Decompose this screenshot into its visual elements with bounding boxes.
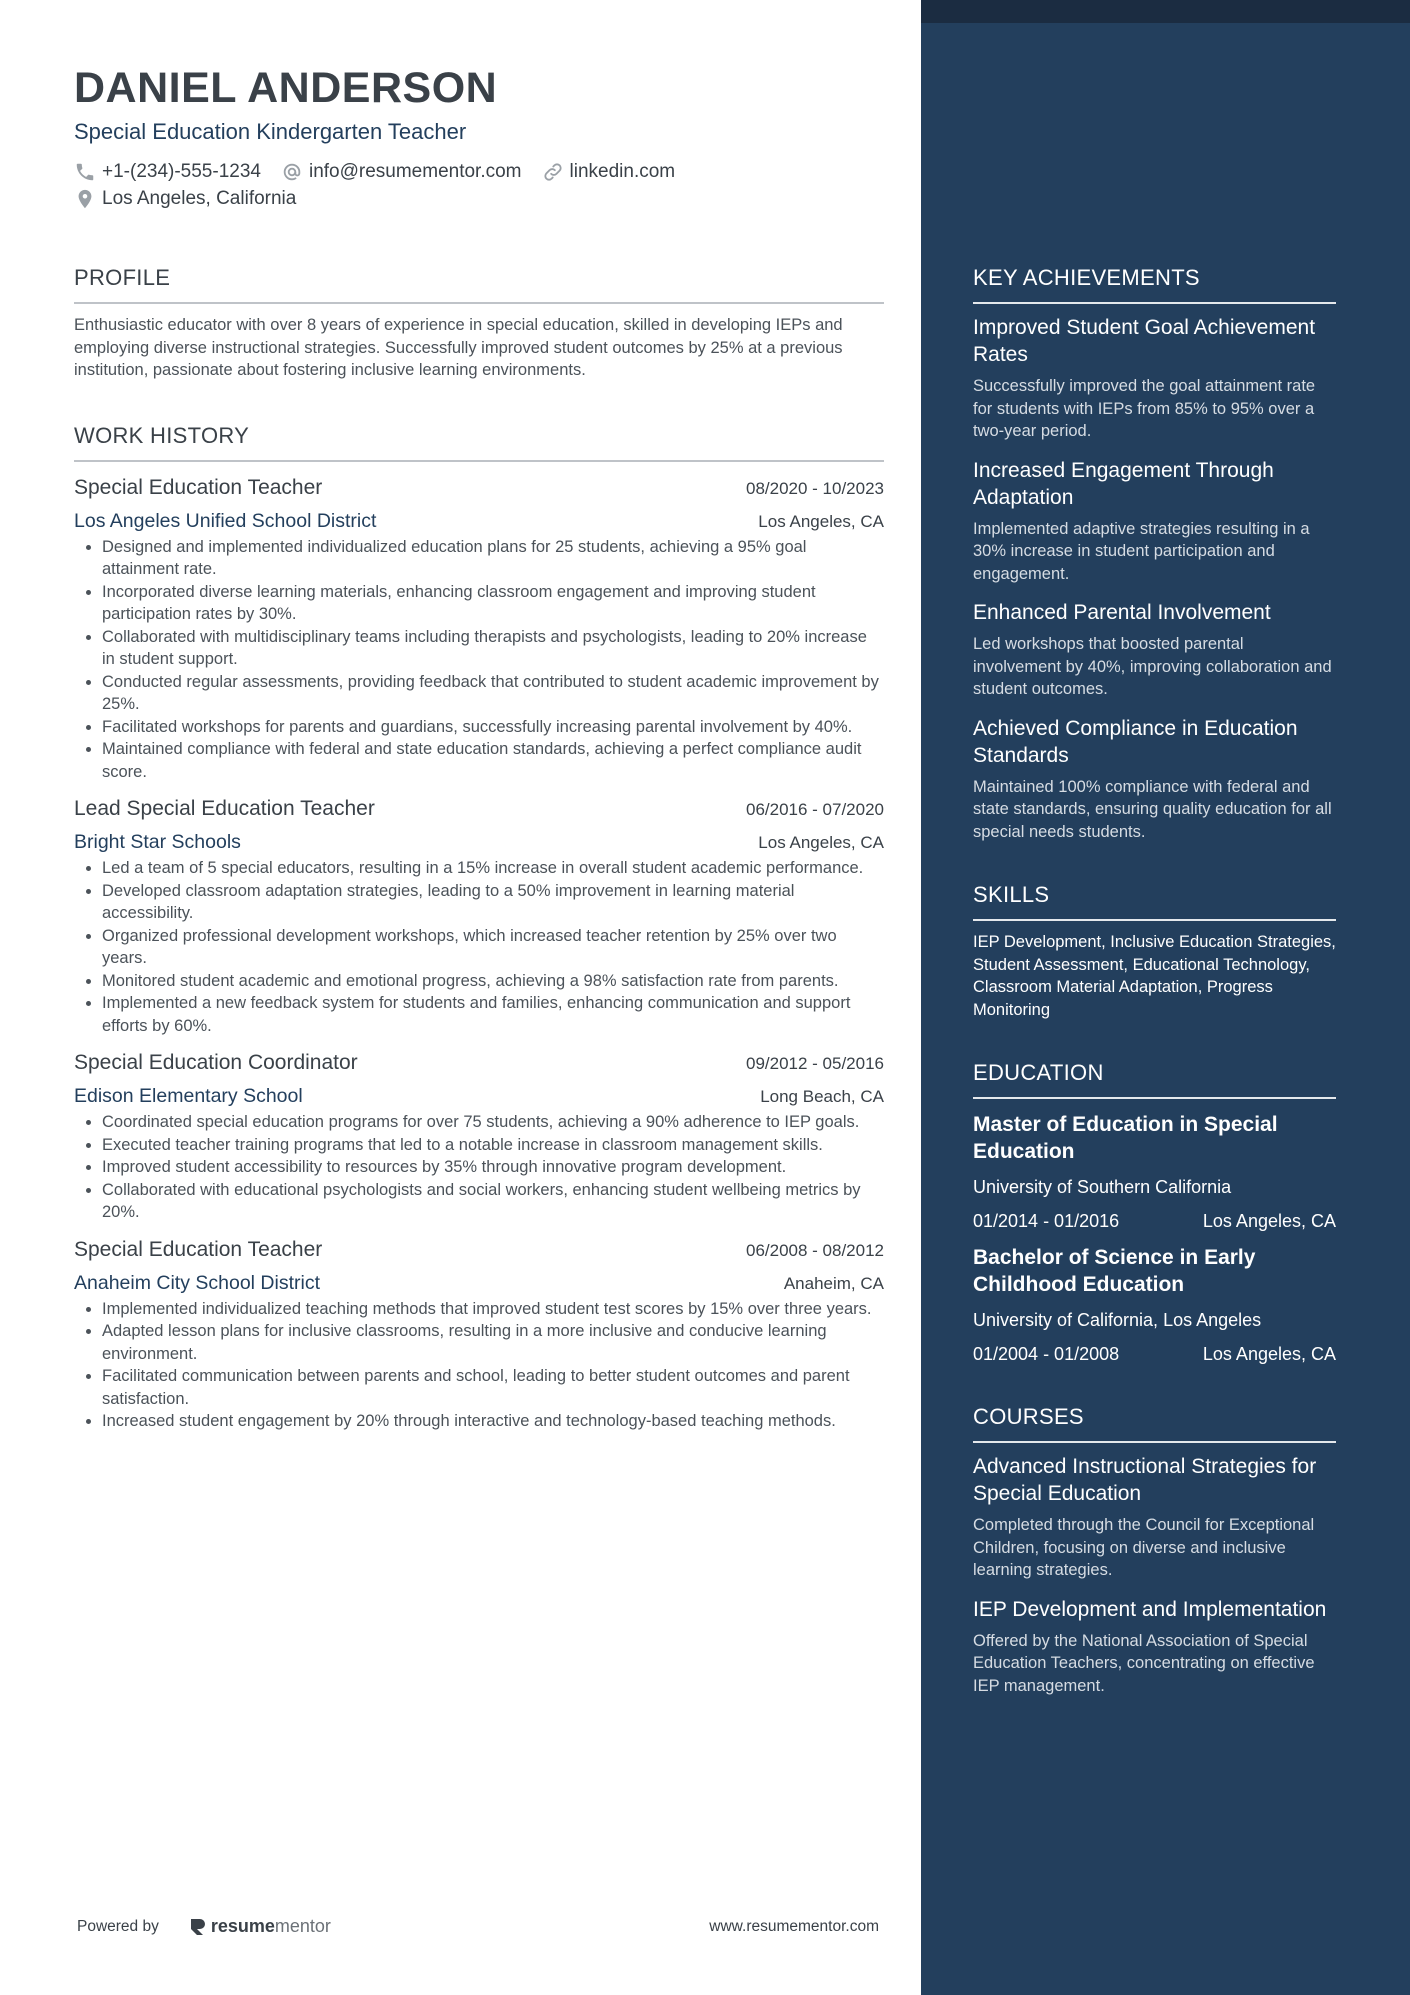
achievement-desc: Successfully improved the goal attainment rate for students with IEPs from 85% to 95% over a two-year period. (973, 377, 1316, 440)
job-location: Los Angeles, CA (758, 833, 884, 852)
bullet-item: • Conducted regular assessments, providing feedback that contributed to student academic improvement by 25%. (102, 671, 884, 716)
achievement-desc: Maintained 100% compliance with federal and state standards, ensuring quality education for all special needs students. (973, 777, 1332, 841)
bullet-item: • Facilitated workshops for parents and guardians, successfully increasing parental involvement by 40%. (102, 716, 884, 739)
work-history-section (74, 422, 884, 1433)
at-icon (281, 161, 303, 183)
bullet-item: • Improved student accessibility to resources by 35% through innovative program development. (102, 1156, 884, 1179)
phone-text: +1-(234)-555-1234 (102, 160, 261, 182)
job-header (74, 1236, 884, 1264)
profile-heading: PROFILE (74, 264, 884, 304)
achievement-title: Improved Student Goal Achievement Rates (973, 316, 1316, 366)
job-dates: 09/2012 - 05/2016 (745, 1054, 884, 1073)
bullet-item: • Increased student engagement by 20% through interactive and technology-based teaching methods. (102, 1410, 884, 1433)
job-entry (74, 474, 884, 784)
footer (77, 1916, 879, 1937)
job-title: Special Education Teacher (74, 475, 323, 499)
achievement-desc: Implemented adaptive strategies resulting in a 30% increase in student participation and engagement. (973, 519, 1310, 583)
company-name: Edison Elementary School (74, 1085, 303, 1107)
skills-text: IEP Development, Inclusive Education Strategies, Student Assessment, Educational Technology, Classroom Material Adaptation, Progress Monitoring (973, 933, 1336, 1019)
education-heading: EDUCATION (973, 1059, 1336, 1099)
phone-contact[interactable] (74, 161, 261, 183)
sidebar-column (973, 264, 1336, 1735)
course-list (973, 1453, 1336, 1697)
job-location: Anaheim, CA (783, 1273, 884, 1293)
bullet-item: • Maintained compliance with federal and state education standards, achieving a perfect compliance audit score. (102, 738, 884, 783)
job-subheader (74, 1083, 884, 1109)
work-history-heading: WORK HISTORY (74, 422, 884, 462)
website-link[interactable]: www.resumementor.com (709, 1917, 879, 1935)
job-bullets (74, 1111, 884, 1224)
bullet-item: • Led a team of 5 special educators, resulting in a 15% increase in overall student academic performance. (102, 857, 884, 880)
achievements-section (973, 264, 1336, 843)
achievements-heading: KEY ACHIEVEMENTS (973, 264, 1336, 304)
bullet-item: • Implemented a new feedback system for students and families, enhancing communication and support efforts by 60%. (102, 992, 884, 1037)
job-dates: 06/2008 - 08/2012 (745, 1240, 884, 1260)
course-title: IEP Development and Implementation (973, 1597, 1327, 1621)
bullet-item: • Incorporated diverse learning materials, enhancing classroom engagement and improving student participation rates by 30%. (102, 581, 884, 626)
company-name: Anaheim City School District (74, 1271, 320, 1294)
bullet-item: • Implemented individualized teaching methods that improved student test scores by 15% over three years. (102, 1298, 884, 1321)
degree-title: Master of Education in Special Education (973, 1113, 1278, 1163)
job-header (74, 474, 884, 502)
job-entry (74, 1236, 884, 1433)
education-meta (973, 1211, 1336, 1232)
job-dates: 08/2020 - 10/2023 (745, 478, 884, 498)
job-bullets (74, 857, 884, 1037)
contact-info (74, 158, 884, 212)
job-entry (74, 795, 884, 1037)
job-subheader (74, 508, 884, 534)
job-header (74, 795, 884, 823)
course-desc: Completed through the Council for Exceptional Children, focusing on diverse and inclusive learning strategies. (973, 1516, 1315, 1579)
bullet-item: • Developed classroom adaptation strategies, leading to a 50% improvement in learning material accessibility. (102, 880, 884, 925)
location-pin-icon (74, 188, 96, 210)
skills-heading: SKILLS (973, 881, 1336, 921)
course-title: Advanced Instructional Strategies for Special Education (973, 1455, 1317, 1505)
candidate-name: DANIEL ANDERSON (74, 64, 498, 112)
candidate-role: Special Education Kindergarten Teacher (74, 119, 467, 144)
bullet-item: • Organized professional development workshops, which increased teacher retention by 25% over two years. (102, 925, 884, 970)
school-name: University of Southern California (973, 1177, 1232, 1197)
bullet-item: • Collaborated with educational psychologists and social workers, enhancing student wellbeing metrics by 20%. (102, 1179, 884, 1224)
main-column (74, 62, 884, 1433)
education-location: Los Angeles, CA (1202, 1344, 1336, 1364)
skills-section (973, 881, 1336, 1021)
job-bullets (74, 1298, 884, 1433)
linkedin-text: linkedin.com (569, 160, 676, 182)
resumementor-logo[interactable] (189, 1916, 331, 1937)
courses-section (973, 1403, 1336, 1697)
linkedin-contact[interactable] (542, 161, 676, 183)
bullet-item: • Collaborated with multidisciplinary teams including therapists and psychologists, leading to 20% increase in student support. (102, 626, 884, 671)
job-location: Long Beach, CA (760, 1087, 884, 1106)
logo-light-text: mentor (274, 1916, 331, 1936)
company-name: Los Angeles Unified School District (74, 509, 377, 532)
email-contact[interactable] (281, 161, 522, 183)
education-dates: 01/2014 - 01/2016 (973, 1211, 1120, 1231)
job-title: Special Education Teacher (74, 1237, 323, 1261)
location-text: Los Angeles, California (102, 187, 297, 209)
bullet-item: • Coordinated special education programs for over 75 students, achieving a 90% adherence to IEP goals. (102, 1111, 884, 1134)
bullet-item: • Facilitated communication between parents and school, leading to better student outcomes and parent satisfaction. (102, 1365, 884, 1410)
achievement-title: Enhanced Parental Involvement (973, 601, 1271, 624)
bullet-item: • Executed teacher training programs that led to a notable increase in classroom management skills. (102, 1134, 884, 1157)
school-name: University of California, Los Angeles (973, 1310, 1262, 1330)
achievement-title: Increased Engagement Through Adaptation (973, 458, 1274, 509)
location-contact (74, 188, 296, 210)
logo-icon (189, 1917, 207, 1937)
job-title: Special Education Coordinator (74, 1051, 358, 1074)
education-list (973, 1111, 1336, 1365)
job-entry (74, 1049, 884, 1224)
job-dates: 06/2016 - 07/2020 (745, 800, 884, 819)
job-subheader (74, 829, 884, 855)
email-text: info@resumementor.com (308, 160, 522, 182)
powered-by-text: Powered by (77, 1917, 159, 1935)
courses-heading: COURSES (973, 1403, 1336, 1443)
logo-bold-text: resume (210, 1916, 275, 1936)
degree-title: Bachelor of Science in Early Childhood Education (973, 1246, 1256, 1296)
education-dates: 01/2004 - 01/2008 (973, 1344, 1120, 1364)
sidebar-top-band (921, 0, 1410, 23)
education-location: Los Angeles, CA (1202, 1211, 1336, 1231)
profile-text: Enthusiastic educator with over 8 years of experience in special education, skilled in developing IEPs and employing diverse instructional strategies. Successfully improved student outcomes by 25% at a previous institution, passionate about fostering inclusive learning environments. (74, 316, 843, 379)
achievement-title: Achieved Compliance in Education Standards (973, 716, 1298, 767)
bullet-item: • Monitored student academic and emotional progress, achieving a 98% satisfaction rate from parents. (102, 970, 884, 993)
job-header (74, 1049, 884, 1077)
company-name: Bright Star Schools (74, 831, 241, 853)
job-list (74, 474, 884, 1433)
job-location: Los Angeles, CA (758, 511, 884, 531)
link-icon (542, 161, 564, 183)
achievement-desc: Led workshops that boosted parental involvement by 40%, improving collaboration and student outcomes. (973, 635, 1332, 698)
course-desc: Offered by the National Association of Special Education Teachers, concentrating on effective IEP management. (973, 1631, 1315, 1695)
profile-section (74, 264, 884, 382)
phone-icon (74, 161, 96, 183)
achievement-list (973, 314, 1336, 843)
powered-by (77, 1916, 331, 1937)
bullet-item: • Adapted lesson plans for inclusive classrooms, resulting in a more inclusive and conducive learning environment. (102, 1320, 884, 1365)
education-meta (973, 1344, 1336, 1365)
job-title: Lead Special Education Teacher (74, 797, 375, 820)
bullet-item: • Designed and implemented individualized education plans for 25 students, achieving a 95% goal attainment rate. (102, 536, 884, 581)
job-bullets (74, 536, 884, 784)
job-subheader (74, 1270, 884, 1296)
education-section (973, 1059, 1336, 1365)
